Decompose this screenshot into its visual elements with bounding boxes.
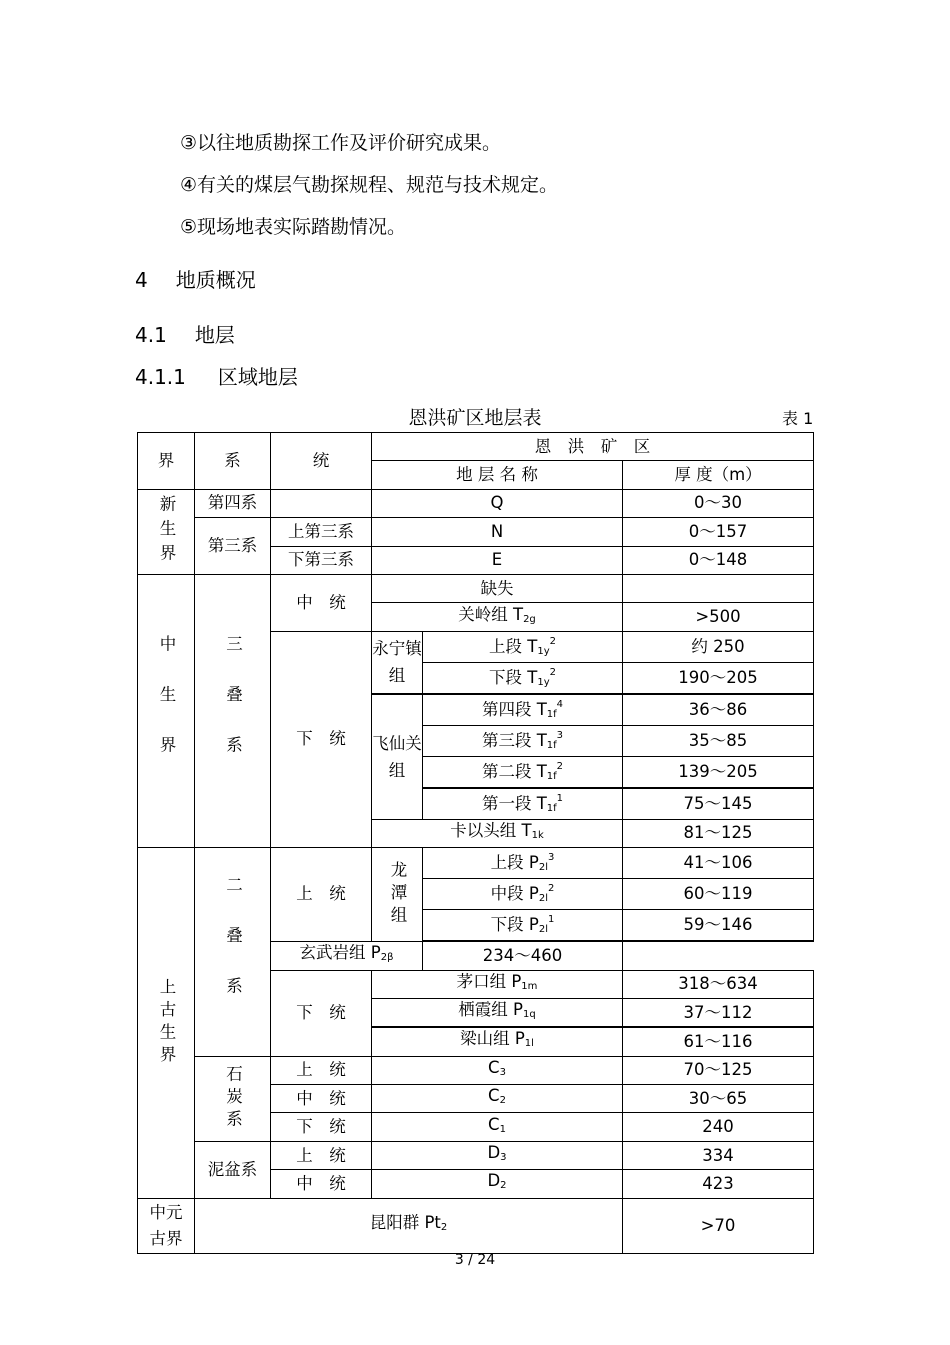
thickness-value: 30～65 <box>623 1085 814 1113</box>
series-middle: 中 统 <box>271 1085 372 1113</box>
thickness-value: 36～86 <box>623 694 814 726</box>
thickness-value: 318～634 <box>623 970 814 998</box>
table-row <box>138 1056 814 1084</box>
system-triassic: 三叠系 <box>195 574 271 847</box>
header-xi: 系 <box>195 433 271 490</box>
system-devonian: 泥盆系 <box>195 1141 271 1198</box>
stratum-name: 栖霞组 $P_{1q}$ <box>372 998 623 1027</box>
table-row <box>138 1198 814 1253</box>
thickness-value: 81～125 <box>623 819 814 847</box>
thickness-value: 0～30 <box>623 489 814 517</box>
series-upper: 上 统 <box>271 848 372 942</box>
thickness-value: 60～119 <box>623 879 814 910</box>
page-number: 3 / 24 <box>454 1252 496 1268</box>
stratum-name: 第三段 $T_{1f}^3$ <box>423 725 623 756</box>
stratum-name: $D_2$ <box>372 1170 623 1198</box>
table-header-row <box>138 433 814 461</box>
section-title: 地质概况 <box>175 268 256 292</box>
stratum-name: 卡以头组 $T_{1k}$ <box>372 819 623 847</box>
subsubsection-number: 4.1.1 <box>135 365 186 389</box>
thickness-value: >70 <box>623 1198 814 1253</box>
subsubsection-title: 区域地层 <box>217 365 298 389</box>
thickness-value: 240 <box>623 1113 814 1141</box>
stratum-name: 缺失 <box>372 574 623 602</box>
series-lower: 下 统 <box>271 970 372 1056</box>
header-jie: 界 <box>138 433 195 490</box>
header-name: 地 层 名 称 <box>372 461 623 489</box>
paragraph-line-1: ③以往地质勘探工作及评价研究成果。 <box>180 132 502 154</box>
table-caption: 恩洪矿区地层表 <box>408 407 542 429</box>
era-mesozoic: 中生界 <box>138 574 195 847</box>
stratum-name: 关岭组 $T_{2g}$ <box>372 603 623 631</box>
thickness-value: 234～460 <box>423 941 623 970</box>
subsection-title: 地层 <box>194 323 235 347</box>
paragraph-line-2: ④有关的煤层气勘探规程、规范与技术规定。 <box>180 174 559 196</box>
stratum-name: 茅口组 $P_{1m}$ <box>372 970 623 998</box>
thickness-value: 70～125 <box>623 1056 814 1084</box>
paragraph-line-3: ⑤现场地表实际踏勘情况。 <box>180 216 407 238</box>
era-mesoproterozoic: 中元古界 <box>138 1198 195 1253</box>
stratum-name: 上段 $T_{1y}^2$ <box>423 631 623 662</box>
thickness-value: 0～148 <box>623 546 814 574</box>
stratum-name: Q <box>372 489 623 517</box>
thickness-value: 37～112 <box>623 998 814 1027</box>
subsubsection-heading <box>135 361 298 390</box>
series-lower: 下 统 <box>271 631 372 847</box>
table-row <box>138 1141 814 1169</box>
thickness-value: 334 <box>623 1141 814 1169</box>
stratum-name: 玄武岩组 $P_{2\beta}$ <box>271 941 423 970</box>
group-feixianguan: 飞仙关组 <box>372 694 423 820</box>
group-yongningzhen: 永宁镇组 <box>372 631 423 694</box>
system-permian: 二叠系 <box>195 848 271 1057</box>
thickness-value: 139～205 <box>623 756 814 788</box>
series-middle: 中 统 <box>271 1170 372 1198</box>
era-cenozoic: 新生界 <box>138 489 195 574</box>
thickness-value: 0～157 <box>623 518 814 546</box>
header-thickness: 厚 度（m） <box>623 461 814 489</box>
series-upper: 上 统 <box>271 1056 372 1084</box>
group-longtan: 龙潭组 <box>372 848 423 942</box>
thickness-value: 35～85 <box>623 725 814 756</box>
thickness-value: 61～116 <box>623 1027 814 1056</box>
stratum-name: 第二段 $T_{1f}^2$ <box>423 756 623 788</box>
stratum-name: $C_3$ <box>372 1056 623 1084</box>
thickness-value: 190～205 <box>623 662 814 694</box>
stratum-name: 上段 $P_{2l}^3$ <box>423 848 623 879</box>
section-heading <box>135 264 256 293</box>
era-upper-paleozoic: 上古生界 <box>138 848 195 1199</box>
series-lower-tertiary: 下第三系 <box>271 546 372 574</box>
stratum-name: N <box>372 518 623 546</box>
stratum-name: 下段 $T_{1y}^2$ <box>423 662 623 694</box>
stratum-name: 中段 $P_{2l}^2$ <box>423 879 623 910</box>
system-quaternary: 第四系 <box>195 489 271 517</box>
stratum-name: $C_1$ <box>372 1113 623 1141</box>
stratum-name: $C_2$ <box>372 1085 623 1113</box>
header-tong: 统 <box>271 433 372 490</box>
thickness-value <box>623 574 814 602</box>
thickness-value: >500 <box>623 603 814 631</box>
table-row <box>138 574 814 602</box>
system-carboniferous: 石炭系 <box>195 1056 271 1141</box>
series-empty <box>271 489 372 517</box>
table-number: 表 1 <box>782 409 814 428</box>
section-number: 4 <box>135 268 148 292</box>
stratum-name: 第四段 $T_{1f}^4$ <box>423 694 623 726</box>
series-upper-tertiary: 上第三系 <box>271 518 372 546</box>
series-lower: 下 统 <box>271 1113 372 1141</box>
stratum-name: 昆阳群 $Pt_2$ <box>195 1198 623 1253</box>
thickness-value: 41～106 <box>623 848 814 879</box>
stratum-name: 梁山组 $P_{1l}$ <box>372 1027 623 1056</box>
stratum-name: 下段 $P_{2l}^1$ <box>423 910 623 942</box>
stratum-name: $D_3$ <box>372 1141 623 1169</box>
series-upper: 上 统 <box>271 1141 372 1169</box>
thickness-value: 75～145 <box>623 788 814 820</box>
thickness-value: 423 <box>623 1170 814 1198</box>
table-row <box>138 848 814 879</box>
table-row <box>138 489 814 517</box>
stratum-name: E <box>372 546 623 574</box>
system-tertiary: 第三系 <box>195 518 271 575</box>
stratum-name: 第一段 $T_{1f}^1$ <box>423 788 623 820</box>
thickness-value: 约 250 <box>623 631 814 662</box>
subsection-number: 4.1 <box>135 323 167 347</box>
series-middle: 中 统 <box>271 574 372 631</box>
table-row <box>138 518 814 546</box>
header-area: 恩 洪 矿 区 <box>372 433 814 461</box>
strata-table <box>137 432 814 1254</box>
thickness-value: 59～146 <box>623 910 814 942</box>
subsection-heading <box>135 319 235 348</box>
